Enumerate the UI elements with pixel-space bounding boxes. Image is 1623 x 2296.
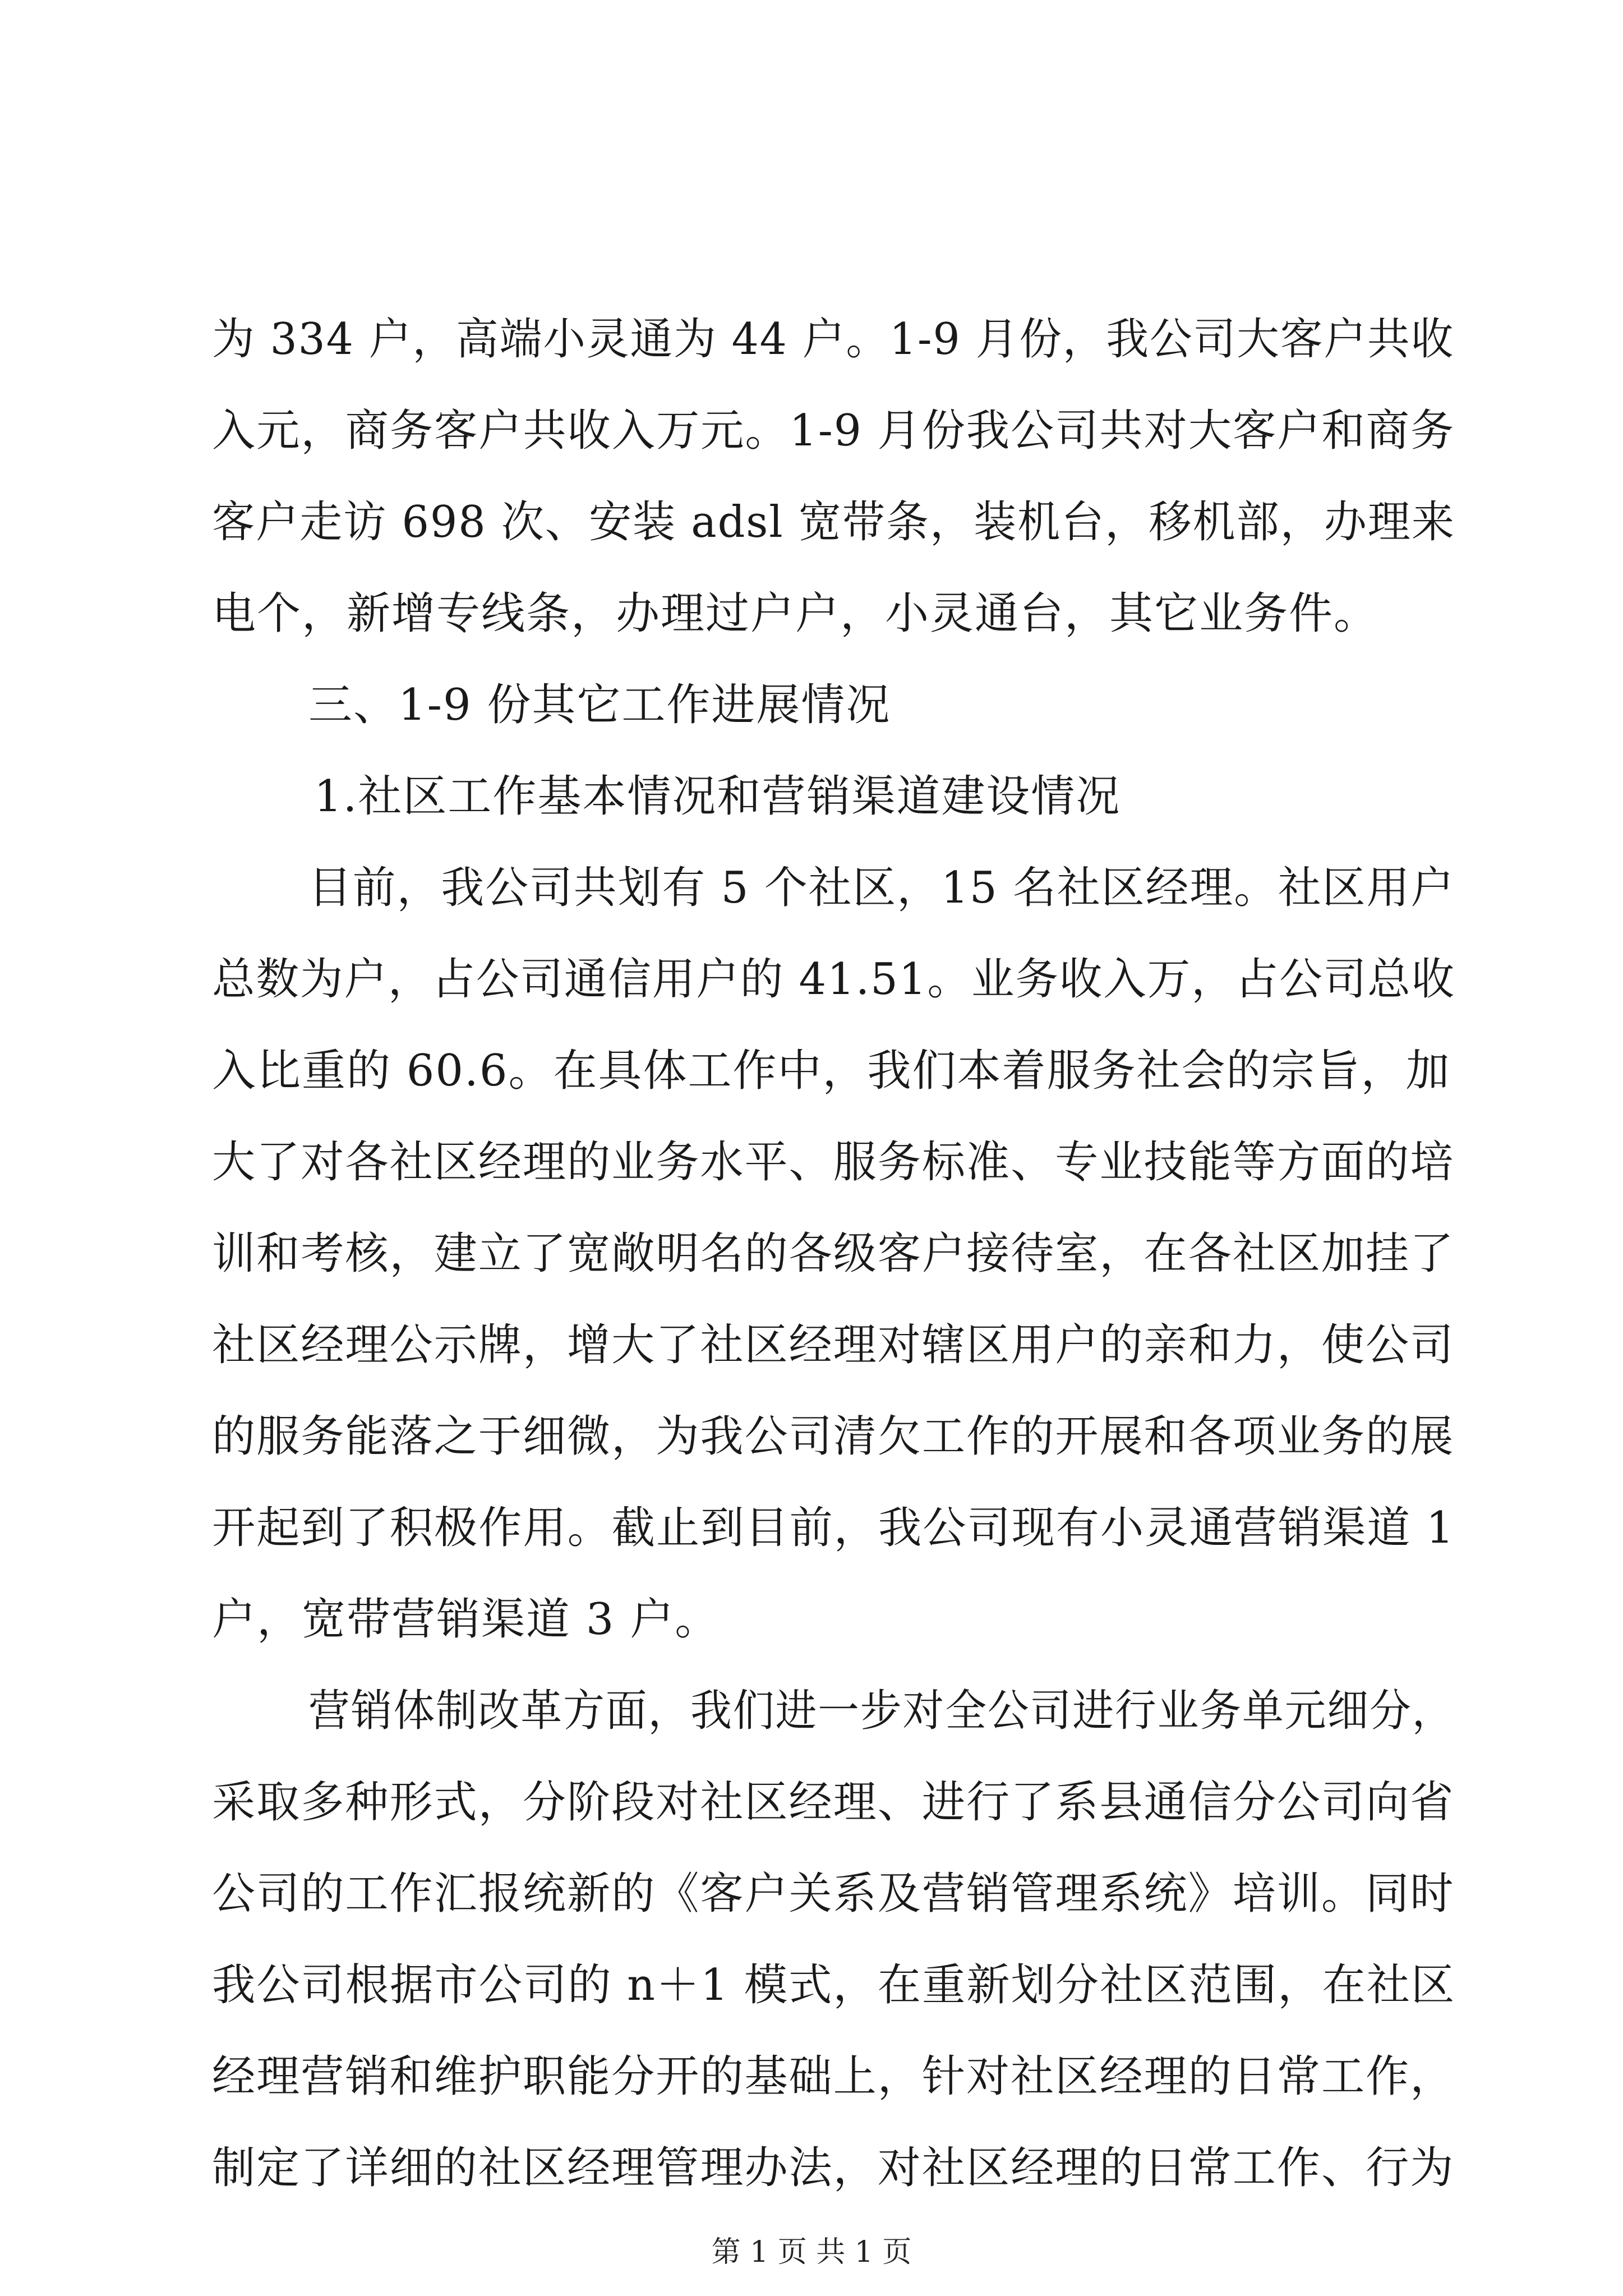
subsection-heading-text: 1.社区工作基本情况和营销渠道建设情况 — [314, 771, 1121, 822]
section-heading-text: 三、1-9 份其它工作进展情况 — [308, 680, 891, 730]
line-text: 经理营销和维护职能分开的基础上，针对社区经理的日常工作， — [212, 2051, 1455, 2102]
subsection-heading — [0, 757, 1623, 836]
line-text: 社区经理公示牌，增大了社区经理对辖区用户的亲和力，使公司 — [212, 1320, 1455, 1370]
line-text: 训和考核，建立了宽敞明名的各级客户接待室，在各社区加挂了 — [212, 1228, 1455, 1279]
body-text-line — [0, 1946, 1623, 2024]
body-text-line — [0, 2037, 1623, 2116]
line-text: 入元，商务客户共收入万元。1-9 月份我公司共对大客户和商务 — [212, 406, 1455, 456]
paragraph-first-line — [0, 849, 1623, 927]
line-text: 营销体制改革方面，我们进一步对全公司进行业务单元细分， — [308, 1686, 1455, 1736]
body-text-line — [0, 1214, 1623, 1293]
body-text-line — [0, 1032, 1623, 1110]
page-footer — [0, 2227, 1623, 2277]
body-text-line — [0, 483, 1623, 562]
section-heading — [0, 666, 1623, 744]
body-text-line — [0, 1763, 1623, 1842]
line-text: 我公司根据市公司的 n＋1 模式，在重新划分社区范围，在社区 — [212, 1960, 1456, 2010]
line-text: 开起到了积极作用。截止到目前，我公司现有小灵通营销渠道 1 — [212, 1503, 1455, 1553]
line-text: 入比重的 60.6。在具体工作中，我们本着服务社会的宗旨，加 — [212, 1046, 1451, 1096]
body-text-line — [0, 392, 1623, 470]
body-text-line — [0, 574, 1623, 653]
line-text: 电个，新增专线条，办理过户户，小灵通台，其它业务件。 — [212, 588, 1379, 639]
line-text: 客户走访 698 次、安装 adsl 宽带条，装机台，移机部，办理来 — [212, 497, 1455, 547]
body-text-line — [0, 1580, 1623, 1659]
line-text: 大了对各社区经理的业务水平、服务标准、专业技能等方面的培 — [212, 1137, 1455, 1188]
line-text: 总数为户，占公司通信用户的 41.51。业务收入万，占公司总收 — [212, 954, 1456, 1005]
paragraph-first-line — [0, 1672, 1623, 1750]
line-text: 制定了详细的社区经理管理办法，对社区经理的日常工作、行为 — [212, 2143, 1455, 2193]
line-text: 户，宽带营销渠道 3 户。 — [212, 1594, 720, 1645]
body-text-line — [0, 300, 1623, 379]
line-text: 采取多种形式，分阶段对社区经理、进行了系县通信分公司向省 — [212, 1777, 1455, 1828]
page-number: 第 1 页 共 1 页 — [711, 2235, 912, 2269]
line-text: 目前，我公司共划有 5 个社区，15 名社区经理。社区用户 — [308, 863, 1455, 913]
line-text: 的服务能落之于细微，为我公司清欠工作的开展和各项业务的展 — [212, 1411, 1455, 1462]
body-text-line — [0, 2129, 1623, 2207]
line-text: 公司的工作汇报统新的《客户关系及营销管理系统》培训。同时 — [212, 1869, 1455, 1919]
body-text-line — [0, 1306, 1623, 1384]
body-text-line — [0, 1397, 1623, 1476]
line-text: 为 334 户，高端小灵通为 44 户。1-9 月份，我公司大客户共收 — [212, 314, 1455, 365]
body-text-line — [0, 1855, 1623, 1933]
body-text-line — [0, 1489, 1623, 1567]
body-text-line — [0, 940, 1623, 1019]
body-text-line — [0, 1123, 1623, 1202]
